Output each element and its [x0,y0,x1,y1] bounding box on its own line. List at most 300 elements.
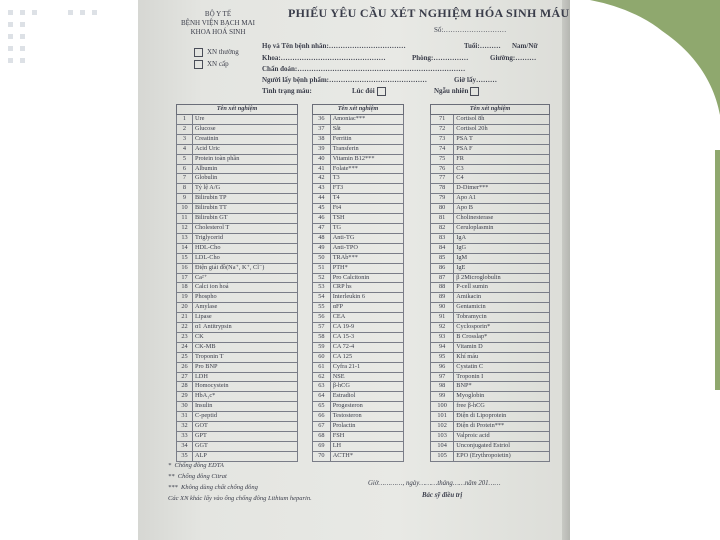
room-field: Phòng:…………… [412,54,469,62]
test-row [313,342,404,352]
test-row [177,293,298,303]
test-row [177,303,298,313]
test-row [313,204,404,214]
test-number: 61 [313,362,331,372]
test-row [313,124,404,134]
test-name: Anti-TPO [330,243,403,253]
test-name: Phospho [192,293,297,303]
test-number: 36 [313,115,331,125]
test-number: 65 [313,402,331,412]
age-field: Tuổi:……… [464,42,501,50]
test-row [313,372,404,382]
test-number: 38 [313,134,331,144]
test-name: Ca²⁺ [192,273,297,283]
test-number: 78 [431,184,454,194]
test-row [177,402,298,412]
test-number: 13 [177,233,193,243]
test-number: 96 [431,362,454,372]
test-name: Triglycerid [192,233,297,243]
test-row [431,204,550,214]
decorative-green-corner [570,0,720,115]
test-name: IgG [454,243,550,253]
test-number: 101 [431,412,454,422]
test-name: CK-MB [192,342,297,352]
test-row [177,392,298,402]
test-name: Transferin [330,144,403,154]
test-number: 26 [177,362,193,372]
test-number: 31 [177,412,193,422]
test-number: 48 [313,233,331,243]
test-name: TG [330,223,403,233]
test-row [431,164,550,174]
test-name: FR [454,154,550,164]
test-number: 54 [313,293,331,303]
test-number: 74 [431,144,454,154]
test-number: 30 [177,402,193,412]
checkbox-xn-cap[interactable]: XN cấp [194,60,229,69]
test-name: PSA T [454,134,550,144]
test-number: 17 [177,273,193,283]
test-row [431,214,550,224]
test-name: Vitamin D [454,342,550,352]
test-row [431,184,550,194]
test-name: Cystatin C [454,362,550,372]
test-number: 37 [313,124,331,134]
test-number: 92 [431,323,454,333]
test-number: 4 [177,144,193,154]
test-name: Cyclosporin* [454,323,550,333]
test-number: 90 [431,303,454,313]
test-number: 100 [431,402,454,412]
test-name: GGT [192,441,297,451]
test-row [177,144,298,154]
test-row [177,174,298,184]
test-row [313,451,404,461]
test-number: 44 [313,194,331,204]
test-number: 95 [431,352,454,362]
test-number: 50 [313,253,331,263]
test-row [431,134,550,144]
test-row [313,233,404,243]
test-row [313,402,404,412]
bed-field: Giường:……… [490,54,537,62]
column-header: Tên xét nghiệm [177,105,298,115]
diagnosis-field: Chẩn đoán:……………………………………………………………… [262,65,466,73]
test-number: 76 [431,164,454,174]
test-number: 39 [313,144,331,154]
test-row [313,323,404,333]
test-number: 23 [177,332,193,342]
test-name: B Crosslap* [454,332,550,342]
test-row [313,134,404,144]
test-number: 16 [177,263,193,273]
test-row [431,144,550,154]
test-row [313,382,404,392]
patient-name-field: Họ và Tên bệnh nhân:…………………………… [262,42,406,50]
test-number: 104 [431,441,454,451]
test-row [313,223,404,233]
test-row [431,233,550,243]
test-row [431,303,550,313]
test-row [177,253,298,263]
footnote-2: ** Chống đông Citrat [168,473,227,480]
test-number: 5 [177,154,193,164]
tests-column-2 [312,104,404,462]
test-name: CA 125 [330,352,403,362]
test-name: Glucose [192,124,297,134]
test-number: 60 [313,352,331,362]
test-number: 27 [177,372,193,382]
test-row [431,441,550,451]
test-name: Calci ion hoá [192,283,297,293]
test-row [313,303,404,313]
test-row [177,283,298,293]
test-row [431,342,550,352]
test-number: 29 [177,392,193,402]
test-number: 97 [431,372,454,382]
checkbox-box[interactable] [194,48,203,57]
test-name: Cortisol 8h [454,115,550,125]
test-name: P-cell sumin [454,283,550,293]
test-name: Albumin [192,164,297,174]
test-name: Protein toàn phần [192,154,297,164]
test-row [431,313,550,323]
test-name: C4 [454,174,550,184]
test-row [431,273,550,283]
test-row [431,382,550,392]
test-name: Homocystein [192,382,297,392]
test-name: T3 [330,174,403,184]
test-number: 12 [177,223,193,233]
test-number: 57 [313,323,331,333]
test-row [431,451,550,461]
test-name: Vitamin B12*** [330,154,403,164]
random-option[interactable]: Ngẫu nhiên [434,87,483,96]
test-number: 98 [431,382,454,392]
test-name: Insulin [192,402,297,412]
test-row [177,323,298,333]
test-row [431,124,550,134]
column-header: Tên xét nghiệm [431,105,550,115]
test-row [313,352,404,362]
test-row [177,194,298,204]
test-number: 69 [313,441,331,451]
footnote-3: *** Không dùng chất chống đông [168,484,258,491]
test-name: Apo B [454,204,550,214]
test-row [313,422,404,432]
fasting-option[interactable]: Lúc đói [352,87,390,96]
test-row [431,432,550,442]
test-name: Pro Calcitonin [330,273,403,283]
test-row [177,432,298,442]
test-row [313,184,404,194]
test-number: 47 [313,223,331,233]
test-number: 11 [177,214,193,224]
test-name: αFP [330,303,403,313]
test-name: FT3 [330,184,403,194]
test-row [177,263,298,273]
test-row [313,332,404,342]
test-name: BNP* [454,382,550,392]
test-name: Amylase [192,303,297,313]
test-number: 3 [177,134,193,144]
test-row [313,154,404,164]
test-name: HDL-Cho [192,243,297,253]
test-number: 20 [177,303,193,313]
test-row [177,382,298,392]
test-name: Điện di Lipoprotein [454,412,550,422]
form-number-field: Số:……………………… [434,26,507,34]
test-name: Ft4 [330,204,403,214]
decorative-green-bar [715,150,720,390]
test-number: 103 [431,432,454,442]
test-number: 9 [177,194,193,204]
test-row [177,184,298,194]
test-name: Khí máu [454,352,550,362]
test-number: 64 [313,392,331,402]
checkbox-box[interactable] [470,87,479,96]
test-number: 83 [431,233,454,243]
test-name: Ure [192,115,297,125]
test-name: Folate*** [330,164,403,174]
test-number: 93 [431,332,454,342]
test-number: 28 [177,382,193,392]
test-name: Gentamicin [454,303,550,313]
test-number: 14 [177,243,193,253]
test-row [177,362,298,372]
test-number: 34 [177,441,193,451]
test-name: Estradiol [330,392,403,402]
test-row [313,263,404,273]
test-row [177,134,298,144]
test-number: 99 [431,392,454,402]
tests-column-1 [176,104,298,462]
test-name: free β-hCG [454,402,550,412]
test-row [431,154,550,164]
test-name: D-Dimer*** [454,184,550,194]
test-row [313,194,404,204]
test-number: 91 [431,313,454,323]
test-name: LDH [192,372,297,382]
test-name: Bilirubin TP [192,194,297,204]
test-row [177,154,298,164]
test-name: TSH [330,214,403,224]
checkbox-box[interactable] [377,87,386,96]
test-row [313,293,404,303]
test-row [177,124,298,134]
test-name: IgM [454,253,550,263]
test-number: 85 [431,253,454,263]
test-row [177,372,298,382]
test-name: Acid Uric [192,144,297,154]
test-name: C3 [454,164,550,174]
test-row [177,441,298,451]
test-name: Điện giải đồ(Na⁺, K⁺, Cl⁻) [192,263,297,273]
test-number: 75 [431,154,454,164]
test-row [177,233,298,243]
test-row [431,422,550,432]
test-name: GPT [192,432,297,442]
test-row [313,253,404,263]
test-number: 53 [313,283,331,293]
test-number: 40 [313,154,331,164]
test-name: Ferritin [330,134,403,144]
test-row [177,422,298,432]
test-number: 82 [431,223,454,233]
test-row [313,115,404,125]
test-number: 58 [313,332,331,342]
test-name: Unconjugated Estriol [454,441,550,451]
test-row [313,214,404,224]
test-row [177,164,298,174]
test-name: T4 [330,194,403,204]
test-name: α1 Antitrypsin [192,323,297,333]
test-number: 72 [431,124,454,134]
test-number: 84 [431,243,454,253]
test-row [313,392,404,402]
test-number: 45 [313,204,331,214]
test-name: CK [192,332,297,342]
test-number: 66 [313,412,331,422]
test-number: 77 [431,174,454,184]
test-name: Lipase [192,313,297,323]
test-name: IgE [454,263,550,273]
test-row [431,115,550,125]
test-name: Apo A1 [454,194,550,204]
test-number: 56 [313,313,331,323]
test-number: 71 [431,115,454,125]
test-number: 25 [177,352,193,362]
test-name: Creatinin [192,134,297,144]
test-name: β-hCG [330,382,403,392]
test-name: Bilirubin TT [192,204,297,214]
test-name: Tỷ lệ A/G [192,184,297,194]
test-name: CA 19-9 [330,323,403,333]
test-row [431,174,550,184]
test-number: 88 [431,283,454,293]
test-name: GOT [192,422,297,432]
test-name: NSE [330,372,403,382]
test-number: 55 [313,303,331,313]
test-number: 81 [431,214,454,224]
test-number: 63 [313,382,331,392]
test-number: 18 [177,283,193,293]
test-number: 52 [313,273,331,283]
column-header: Tên xét nghiệm [313,105,404,115]
test-row [431,332,550,342]
test-name: Cholesterol T [192,223,297,233]
test-name: ACTH* [330,451,403,461]
test-name: Cortisol 20h [454,124,550,134]
test-name: EPO (Erythropoietin) [454,451,550,461]
test-row [313,412,404,422]
sample-time-field: Giờ lấy……… [454,76,497,84]
test-number: 51 [313,263,331,273]
test-number: 1 [177,115,193,125]
test-name: Amoniac*** [330,115,403,125]
test-row [177,273,298,283]
test-row [313,164,404,174]
form-title: PHIẾU YÊU CẦU XÉT NGHIỆM HÓA SINH MÁU [288,6,570,20]
test-row [177,243,298,253]
test-number: 59 [313,342,331,352]
test-row [431,263,550,273]
test-name: Cyfra 21-1 [330,362,403,372]
test-number: 49 [313,243,331,253]
test-name: Progesteron [330,402,403,412]
test-name: Troponin I [454,372,550,382]
test-row [177,223,298,233]
test-name: TRAb*** [330,253,403,263]
footnote-1: * Chống đông EDTA [168,462,224,469]
test-number: 79 [431,194,454,204]
doctor-signature-label: Bác sỹ điều trị [422,492,463,499]
test-name: CA 72-4 [330,342,403,352]
checkbox-box[interactable] [194,60,203,69]
test-name: Globulin [192,174,297,184]
test-name: Amikacin [454,293,550,303]
test-row [313,174,404,184]
test-number: 7 [177,174,193,184]
test-row [431,352,550,362]
test-name: Ceruloplasmin [454,223,550,233]
test-name: Bilirubin GT [192,214,297,224]
test-row [431,194,550,204]
sampler-field: Người lấy bệnh phẩm:…………………………………… [262,76,428,84]
tests-column-3 [430,104,550,462]
test-row [313,144,404,154]
test-row [431,362,550,372]
test-number: 43 [313,184,331,194]
test-name: Cholinesterase [454,214,550,224]
test-name: Valproic acid [454,432,550,442]
test-row [431,372,550,382]
test-number: 41 [313,164,331,174]
test-number: 73 [431,134,454,144]
date-line: Giờ…………, ngày………tháng……năm 201…… [368,480,501,487]
test-number: 89 [431,293,454,303]
test-number: 2 [177,124,193,134]
test-number: 67 [313,422,331,432]
test-number: 24 [177,342,193,352]
test-name: Interleukin 6 [330,293,403,303]
gender-field: Nam/Nữ [512,42,538,50]
test-name: CRP hs [330,283,403,293]
test-number: 10 [177,204,193,214]
test-name: LDL-Cho [192,253,297,263]
test-name: Prolactin [330,422,403,432]
test-number: 22 [177,323,193,333]
test-name: Tobramycin [454,313,550,323]
test-row [431,243,550,253]
test-row [177,342,298,352]
test-row [177,313,298,323]
document-photo [138,0,570,540]
test-name: Myoglobin [454,392,550,402]
test-name: PTH* [330,263,403,273]
test-name: ALP [192,451,297,461]
test-name: Troponin T [192,352,297,362]
test-name: LH [330,441,403,451]
test-name: Anti-TG [330,233,403,243]
test-number: 94 [431,342,454,352]
footnote-4: Các XN khác lấy vào ống chống đông Lithium heparin. [168,495,312,502]
checkbox-xn-thuong[interactable]: XN thường [194,48,239,57]
test-name: PSA F [454,144,550,154]
test-row [177,214,298,224]
department-field: Khoa:……………………………………… [262,54,386,62]
test-row [313,362,404,372]
